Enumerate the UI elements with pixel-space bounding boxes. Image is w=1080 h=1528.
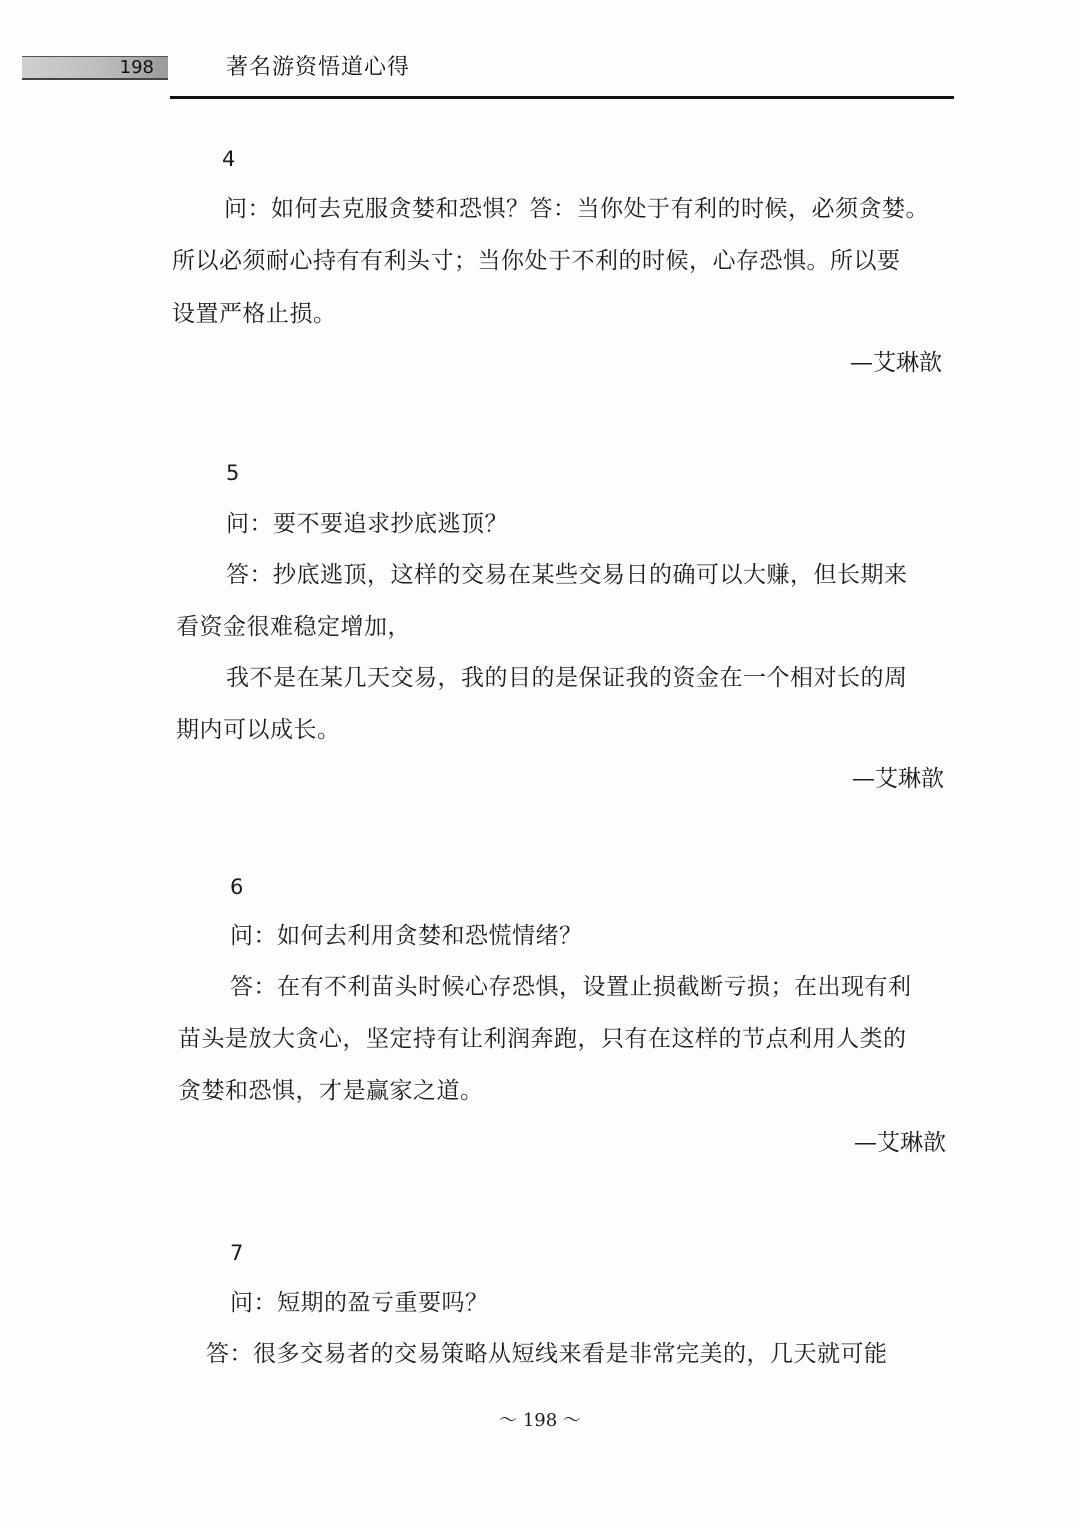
text-line: 贪婪和恐惧，才是赢家之道。: [178, 1078, 484, 1104]
author-signature: —艾琳歆: [850, 350, 942, 376]
text-line: 答：很多交易者的交易策略从短线来看是非常完美的，几天就可能: [206, 1341, 888, 1367]
text-line: 看资金很难稳定增加，: [176, 614, 411, 640]
section-number: 6: [230, 875, 244, 899]
text-line: 我不是在某几天交易，我的目的是保证我的资金在一个相对长的周: [226, 665, 908, 691]
author-signature: —艾琳歆: [854, 1130, 946, 1156]
section-number: 5: [226, 461, 240, 485]
section-number: 4: [222, 147, 236, 171]
author-signature: —艾琳歆: [852, 766, 944, 792]
text-line: 问：如何去利用贪婪和恐慌情绪？: [230, 923, 583, 949]
text-line: 苗头是放大贪心，坚定持有让利润奔跑，只有在这样的节点利用人类的: [178, 1026, 907, 1052]
text-line: 设置严格止损。: [172, 301, 337, 327]
text-line: 所以必须耐心持有有利头寸；当你处于不利的时候，心存恐惧。所以要: [172, 248, 901, 274]
running-header-title: 著名游资悟道心得: [226, 55, 411, 80]
header-page-number: 198: [119, 57, 154, 78]
text-line: 问：要不要追求抄底逃顶？: [226, 511, 508, 537]
text-line: 答：抄底逃顶，这样的交易在某些交易日的确可以大赚，但长期来: [226, 562, 908, 588]
page-number-box: [22, 56, 168, 80]
text-line: 期内可以成长。: [176, 717, 341, 743]
header-rule: [170, 96, 954, 99]
text-line: 答：在有不利苗头时候心存恐惧，设置止损截断亏损；在出现有利: [230, 974, 912, 1000]
page-footer: ～ 198 ～: [499, 1410, 581, 1431]
section-number: 7: [230, 1241, 244, 1265]
text-line: 问：如何去克服贪婪和恐惧？答：当你处于有利的时候，必须贪婪。: [224, 196, 929, 222]
text-line: 问：短期的盈亏重要吗？: [230, 1290, 489, 1316]
